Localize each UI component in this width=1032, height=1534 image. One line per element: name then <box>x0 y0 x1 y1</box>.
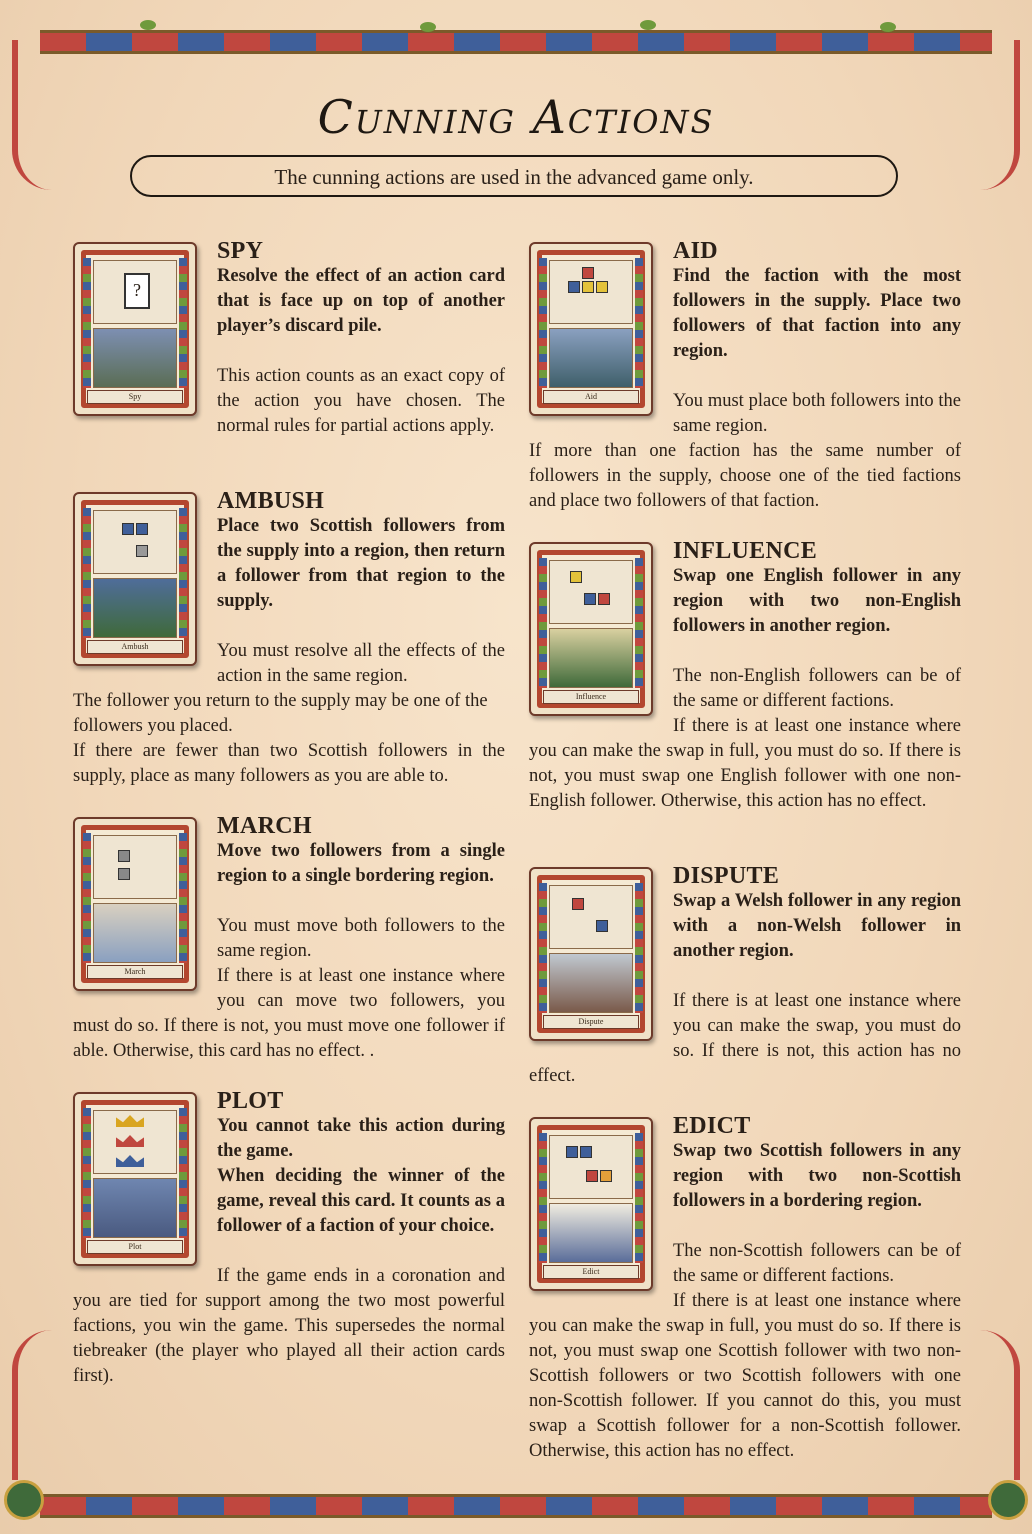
card-name-label: Plot <box>87 1240 183 1254</box>
card-name-label: Influence <box>543 690 639 704</box>
roundel-ornament-left <box>4 1480 44 1520</box>
note-text: You must resolve all the effects of the action in the same region. <box>217 641 505 686</box>
leaf-ornament <box>420 22 436 32</box>
rule-text: Swap a Welsh follower in any region with a non-Welsh follower in another region. <box>673 891 961 961</box>
card-name-label: Aid <box>543 390 639 404</box>
note-text: If there is at least one instance where you can move two followers, you must do so. If there is not, you must move one follower if able. Otherwise, this card has no effect. . <box>73 966 505 1061</box>
section-heading: SPY <box>217 238 264 264</box>
note-text: If the game ends in a coronation and you are tied for support among the two most powerful factions, you win the game. This supersedes the normal tiebreaker (the player who played all their action cards first). <box>73 1266 505 1386</box>
aid-card-image <box>529 242 653 416</box>
rule-text: You cannot take this action during the game. <box>217 1116 505 1161</box>
section-heading: PLOT <box>217 1088 284 1114</box>
march-card-image <box>73 817 197 991</box>
note-text: The follower you return to the supply may be one of the followers you placed. <box>73 691 488 736</box>
corner-ornament-bottom-left <box>12 1330 78 1480</box>
note-text: If there are fewer than two Scottish followers in the supply, place as many followers as you are able to. <box>73 741 505 786</box>
ambush-card-image <box>73 492 197 666</box>
card-name-label: March <box>87 965 183 979</box>
intro-banner: The cunning actions are used in the advanced game only. <box>130 155 898 197</box>
section-heading: INFLUENCE <box>673 538 818 564</box>
rule-text: Place two Scottish followers from the supply into a region, then return a follower from that region to the supply. <box>217 516 505 611</box>
crown-icon <box>116 1155 144 1167</box>
action-march <box>73 813 505 1088</box>
note-text: You must place both followers into the same region. <box>673 391 961 436</box>
action-edict <box>529 1113 961 1464</box>
crown-icon <box>116 1115 144 1127</box>
question-mark-icon: ? <box>124 273 150 309</box>
note-text: If there is at least one instance where you can make the swap in full, you must do so. If there is not, you must swap one Scottish follower with two non-Scottish followers or two Scottish followers with one non-Scottish follower. If you cannot do this, you must swap a Scottish follower for a non-Scottish follower. Otherwise, this action has no effect. <box>529 1291 961 1461</box>
leaf-ornament <box>640 20 656 30</box>
page-title: Cunning Actions <box>317 90 715 144</box>
edict-card-image <box>529 1117 653 1291</box>
action-plot <box>73 1088 505 1389</box>
section-heading: AMBUSH <box>217 488 325 514</box>
rule-text: Resolve the effect of an action card that is face up on top of another player’s discard pile. <box>217 266 505 336</box>
rule-text: Swap two Scottish followers in any region with two non-Scottish followers in a bordering region. <box>673 1141 961 1211</box>
corner-ornament-bottom-right <box>954 1330 1020 1480</box>
card-name-label: Ambush <box>87 640 183 654</box>
note-text: If there is at least one instance where you can make the swap, you must do so. If there is not, this action has no effect. <box>529 991 961 1086</box>
action-dispute <box>529 863 961 1113</box>
crown-icon <box>116 1135 144 1147</box>
section-heading: AID <box>673 238 718 264</box>
rule-text: Swap one English follower in any region with two non-English followers in another region. <box>673 566 961 636</box>
spy-card-image <box>73 242 197 416</box>
right-column <box>529 238 961 1464</box>
action-aid <box>529 238 961 538</box>
action-influence <box>529 538 961 863</box>
influence-card-image <box>529 542 653 716</box>
rule-text: Move two followers from a single region to a single bordering region. <box>217 841 505 886</box>
action-ambush <box>73 488 505 813</box>
bottom-border-ornament <box>40 1494 992 1518</box>
action-spy <box>73 238 505 488</box>
note-text: You must move both followers to the same region. <box>217 916 505 961</box>
note-text: The non-English followers can be of the same or different factions. <box>673 666 961 711</box>
dispute-card-image <box>529 867 653 1041</box>
section-heading: DISPUTE <box>673 863 780 889</box>
section-heading: EDICT <box>673 1113 751 1139</box>
rule-text: Find the faction with the most followers in the supply. Place two followers of that faction into any region. <box>673 266 961 361</box>
leaf-ornament <box>140 20 156 30</box>
plot-card-image <box>73 1092 197 1266</box>
note-text: If there is at least one instance where you can make the swap in full, you must do so. If there is not, you must swap one English follower with one non-English follower. Otherwise, this action has no effect. <box>529 716 961 811</box>
top-border-ornament <box>40 30 992 54</box>
leaf-ornament <box>880 22 896 32</box>
rule-text: When deciding the winner of the game, reveal this card. It counts as a follower of a faction of your choice. <box>217 1166 505 1236</box>
note-text: This action counts as an exact copy of the action you have chosen. The normal rules for partial actions apply. <box>217 366 505 436</box>
card-name-label: Spy <box>87 390 183 404</box>
left-column <box>73 238 505 1389</box>
card-name-label: Edict <box>543 1265 639 1279</box>
card-name-label: Dispute <box>543 1015 639 1029</box>
section-heading: MARCH <box>217 813 312 839</box>
note-text: The non-Scottish followers can be of the same or different factions. <box>673 1241 961 1286</box>
roundel-ornament-right <box>988 1480 1028 1520</box>
note-text: If more than one faction has the same number of followers in the supply, choose one of the tied factions and place two followers of that faction. <box>529 441 961 511</box>
